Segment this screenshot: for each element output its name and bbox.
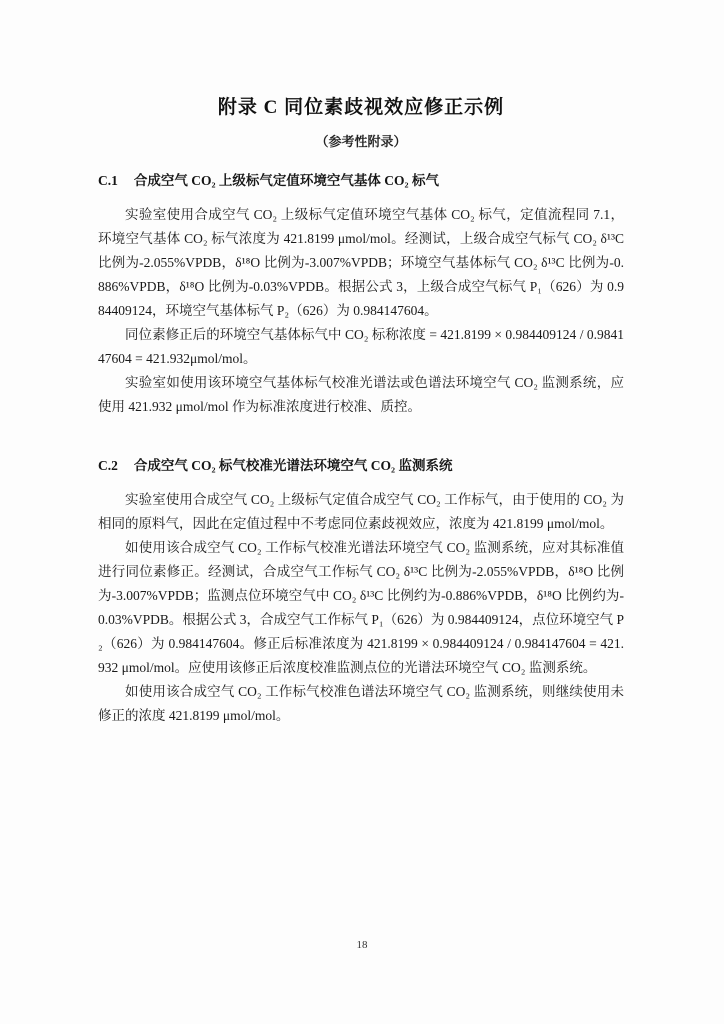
paragraph-c2-2: 如使用该合成空气 CO₂ 工作标气校准光谱法环境空气 CO₂ 监测系统，应对其标准值进行同位素修正。经测试，合成空气工作标气 CO₂ δ¹³C 比例为-2.055%VPDB，δ¹⁸O 比例为-3.007%VPDB；监测点位环境空气中 CO₂ δ¹³C 比例约为-0.886%VPDB，δ¹⁸O 比例约为-0.03%VPDB。根据公式 3，合成空气工作标气 P₁（626）为 0.984409124，点位环境空气 P₂（626）为 0.984147604。修正后标准浓度为 421.8199 × 0.984409124 / 0.984147604 = 421.932 μmol/mol。应使用该修正后浓度校准监测点位的光谱法环境空气 CO₂ 监测系统。 [98, 540, 624, 675]
appendix-title: 附录 C 同位素歧视效应修正示例 [217, 97, 505, 118]
appendix-subtitle: （参考性附录） [315, 134, 407, 149]
section-c1-body [98, 203, 624, 419]
page-number: 18 [356, 939, 368, 951]
section-c2-heading [98, 456, 624, 475]
paragraph-c2-1: 实验室使用合成空气 CO₂ 上级标气定值合成空气 CO₂ 工作标气，由于使用的 CO₂ 为相同的原料气，因此在定值过程中不考虑同位素歧视效应，浓度为 421.8199 μmol/mol。 [98, 492, 624, 531]
section-c1-heading [98, 171, 624, 190]
section-c1-number: C.1 [98, 173, 118, 188]
paragraph-c1-1: 实验室使用合成空气 CO₂ 上级标气定值环境空气基体 CO₂ 标气，定值流程同 7.1，环境空气基体 CO₂ 标气浓度为 421.8199 μmol/mol。经测试，上级合成空气标气 CO₂ δ¹³C 比例为-2.055%VPDB，δ¹⁸O 比例为-3.007%VPDB；环境空气基体标气 CO₂ δ¹³C 比例为-0.886%VPDB，δ¹⁸O 比例为-0.03%VPDB。根据公式 3，上级合成空气标气 P₁（626）为 0.984409124，环境空气基体标气 P₂（626）为 0.984147604。 [98, 207, 624, 318]
paragraph-c1-3: 实验室如使用该环境空气基体标气校准光谱法或色谱法环境空气 CO₂ 监测系统，应使用 421.932 μmol/mol 作为标准浓度进行校准、质控。 [98, 375, 624, 414]
section-c1-title: 合成空气 CO₂ 上级标气定值环境空气基体 CO₂ 标气 [133, 173, 439, 188]
section-c2-title: 合成空气 CO₂ 标气校准光谱法环境空气 CO₂ 监测系统 [133, 458, 453, 473]
section-c2-number: C.2 [98, 458, 118, 473]
paragraph-c1-2: 同位素修正后的环境空气基体标气中 CO₂ 标称浓度 = 421.8199 × 0.984409124 / 0.984147604 = 421.932μmol/mol。 [98, 327, 624, 366]
section-c2-body [98, 488, 624, 728]
page-content [98, 94, 624, 728]
paragraph-c2-3: 如使用该合成空气 CO₂ 工作标气校准色谱法环境空气 CO₂ 监测系统，则继续使用未修正的浓度 421.8199 μmol/mol。 [98, 684, 624, 723]
